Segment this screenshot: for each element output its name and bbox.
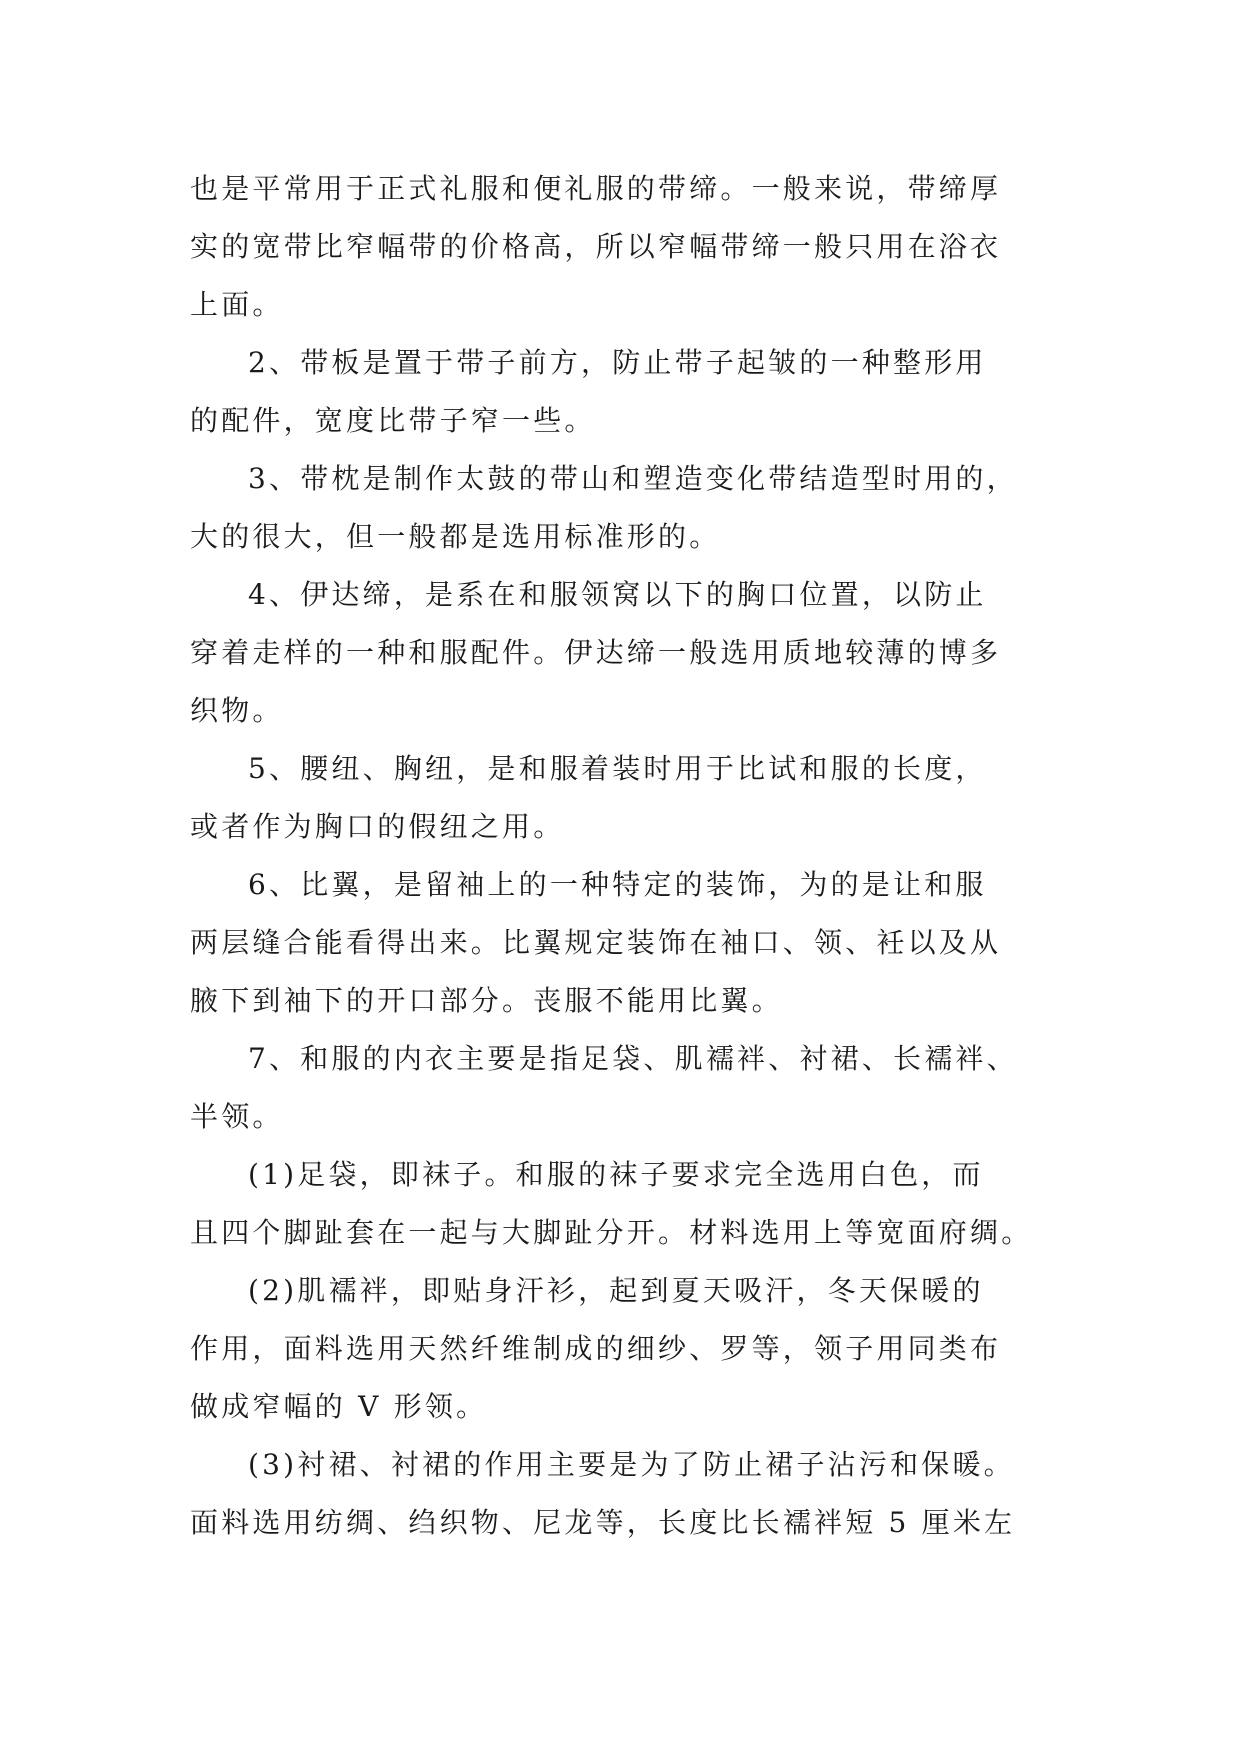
text-line: 2、带板是置于带子前方，防止带子起皱的一种整形用 [248, 346, 987, 379]
text-line: (1)足袋，即袜子。和服的袜子要求完全选用白色，而 [248, 1158, 984, 1191]
text-line: 穿着走样的一种和服配件。伊达缔一般选用质地较薄的博多 [190, 636, 1002, 669]
paragraph-item-6 [190, 856, 1050, 1030]
text-line: 上面。 [190, 288, 284, 321]
text-line: 实的宽带比窄幅带的价格高，所以窄幅带缔一般只用在浴衣 [190, 230, 1002, 263]
text-line: 织物。 [190, 694, 284, 727]
text-line: 7、和服的内衣主要是指足袋、肌襦袢、衬裙、长襦袢、 [248, 1042, 1018, 1075]
text-line: 5、腰纽、胸纽，是和服着装时用于比试和服的长度， [248, 752, 987, 785]
text-line: 且四个脚趾套在一起与大脚趾分开。材料选用上等宽面府绸。 [190, 1216, 1033, 1249]
paragraph-item-5 [190, 740, 1050, 856]
paragraph-item-4 [190, 566, 1050, 740]
paragraph-item-7 [190, 1030, 1050, 1146]
text-line: 腋下到袖下的开口部分。丧服不能用比翼。 [190, 984, 783, 1017]
paragraph-item-3 [190, 450, 1050, 566]
text-line: 作用，面料选用天然纤维制成的细纱、罗等，领子用同类布 [190, 1332, 1002, 1365]
text-line: (3)衬裙、衬裙的作用主要是为了防止裙子沾污和保暖。 [248, 1448, 1015, 1481]
text-line: 4、伊达缔，是系在和服领窝以下的胸口位置，以防止 [248, 578, 987, 611]
text-line: 的配件，宽度比带子窄一些。 [190, 404, 596, 437]
paragraph-subitem-2 [190, 1262, 1050, 1436]
text-line: 3、带枕是制作太鼓的带山和塑造变化带结造型时用的， [248, 462, 1018, 495]
text-line: 或者作为胸口的假纽之用。 [190, 810, 565, 843]
text-line: 做成窄幅的 V 形领。 [190, 1390, 488, 1423]
paragraph-continuation [190, 160, 1050, 334]
text-line: (2)肌襦袢，即贴身汗衫，起到夏天吸汗，冬天保暖的 [248, 1274, 984, 1307]
paragraph-subitem-3 [190, 1436, 1050, 1552]
text-line: 半领。 [190, 1100, 284, 1133]
paragraph-item-2 [190, 334, 1050, 450]
document-body [190, 160, 1050, 1552]
text-line: 大的很大，但一般都是选用标准形的。 [190, 520, 721, 553]
text-line: 面料选用纺绸、绉织物、尼龙等，长度比长襦袢短 5 厘米左 [190, 1506, 1016, 1539]
text-line: 也是平常用于正式礼服和便礼服的带缔。一般来说，带缔厚 [190, 172, 1002, 205]
text-line: 两层缝合能看得出来。比翼规定装饰在袖口、领、衽以及从 [190, 926, 1002, 959]
paragraph-subitem-1 [190, 1146, 1050, 1262]
text-line: 6、比翼，是留袖上的一种特定的装饰，为的是让和服 [248, 868, 987, 901]
